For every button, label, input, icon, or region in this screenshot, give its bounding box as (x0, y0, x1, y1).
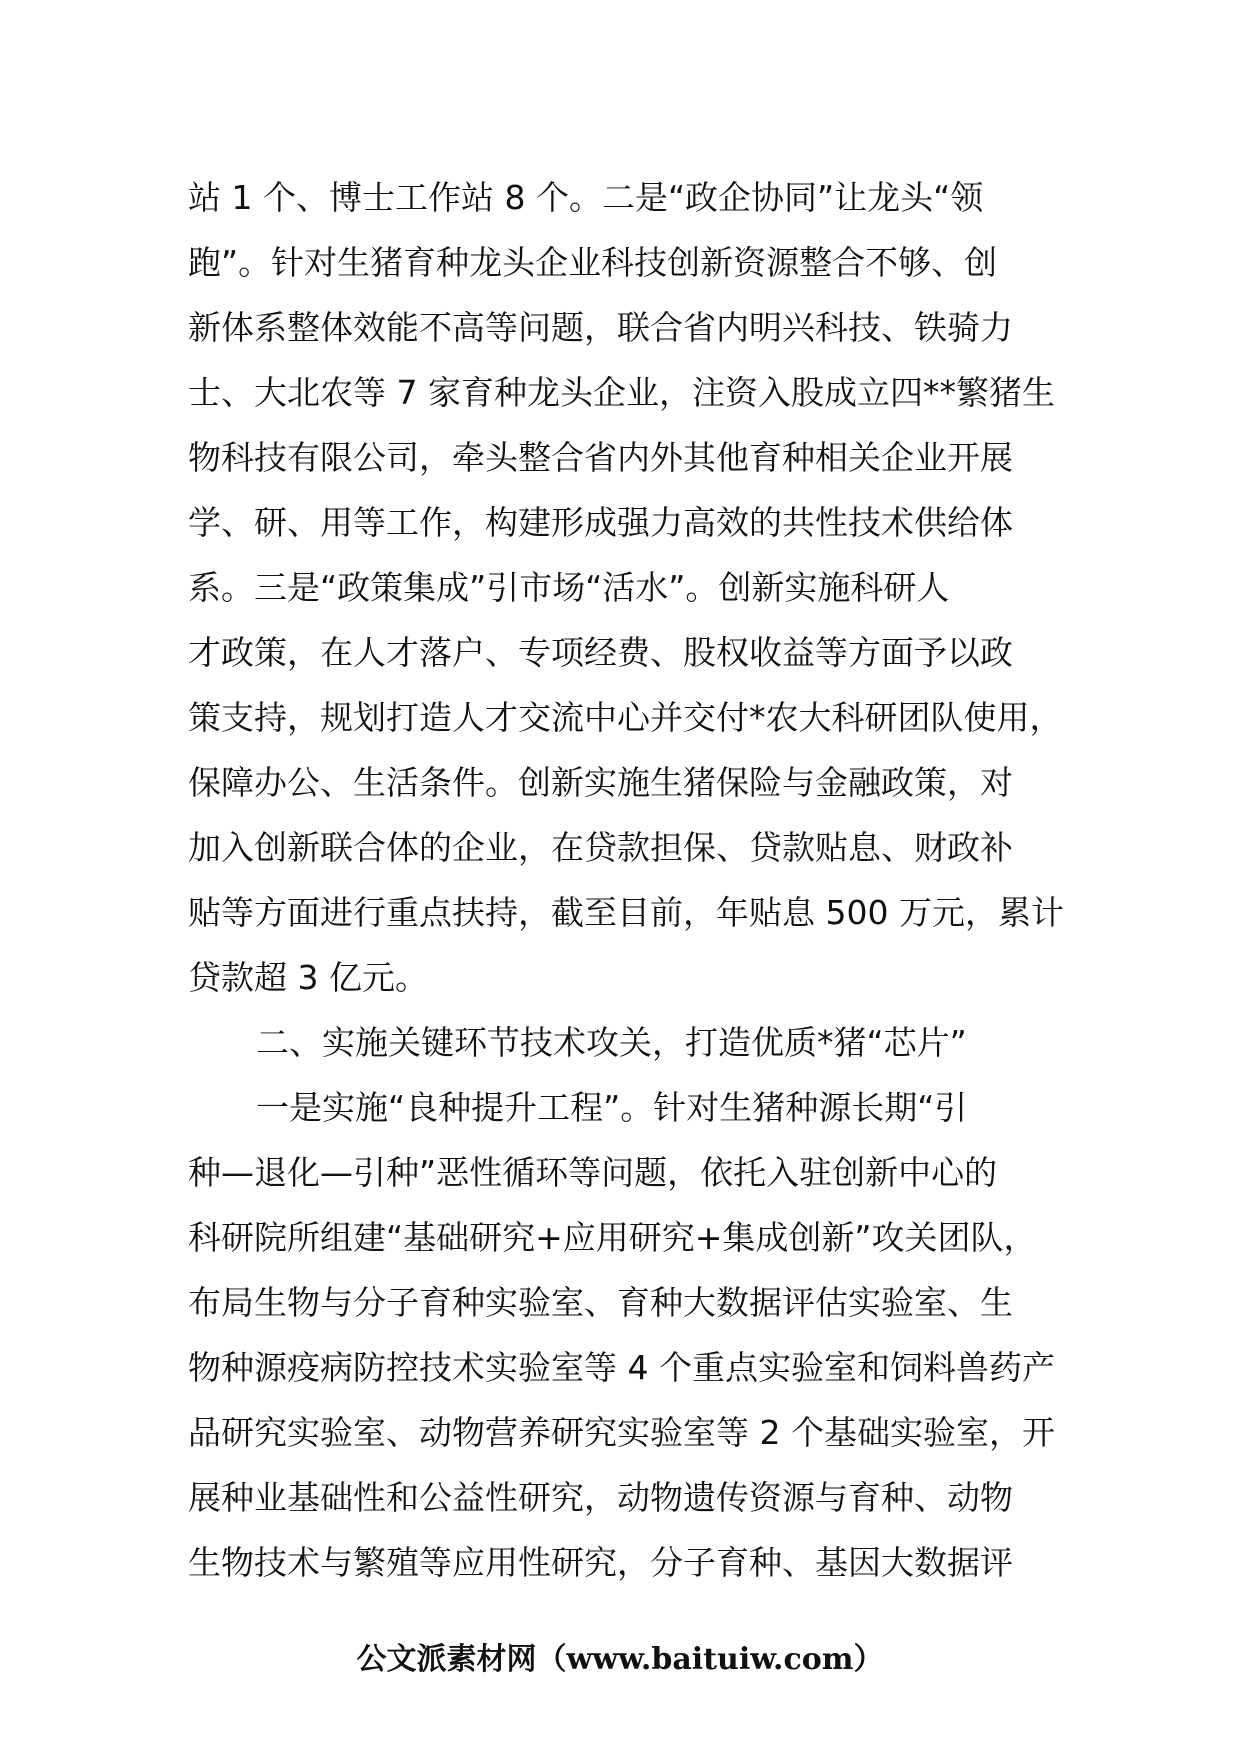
text-line: 学、研、用等工作，构建形成强力高效的共性技术供给体 (188, 503, 1013, 542)
text-line: 科研院所组建“基础研究+应用研究+集成创新”攻关团队， (188, 1218, 1037, 1257)
text-line: 布局生物与分子育种实验室、育种大数据评估实验室、生 (188, 1283, 1013, 1322)
text-line: 策支持，规划打造人才交流中心并交付*农大科研团队使用， (188, 698, 1063, 737)
text-line: 展种业基础性和公益性研究，动物遗传资源与育种、动物 (188, 1478, 1013, 1517)
text-line: 物种源疫病防控技术实验室等 4 个重点实验室和饲料兽药产 (188, 1348, 1055, 1387)
text-line: 士、大北农等 7 家育种龙头企业，注资入股成立四**繁猪生 (188, 373, 1055, 412)
text-line: 品研究实验室、动物营养研究实验室等 2 个基础实验室，开 (188, 1413, 1055, 1452)
text-line: 种—退化—引种”恶性循环等问题，依托入驻创新中心的 (188, 1153, 998, 1192)
text-line: 贴等方面进行重点扶持，截至目前，年贴息 500 万元，累计 (188, 893, 1064, 932)
text-line: 物科技有限公司，牵头整合省内外其他育种相关企业开展 (188, 438, 1013, 477)
text-line: 贷款超 3 亿元。 (188, 958, 428, 997)
text-line: 新体系整体效能不高等问题，联合省内明兴科技、铁骑力 (188, 308, 1013, 347)
text-line: 生物技术与繁殖等应用性研究，分子育种、基因大数据评 (188, 1543, 1013, 1582)
text-line: 系。三是“政策集成”引市场“活水”。创新实施科研人 (188, 568, 950, 607)
body-text (188, 165, 1088, 1595)
paragraph-start-line: 一是实施“良种提升工程”。针对生猪种源长期“引 (256, 1088, 968, 1127)
text-line: 站 1 个、博士工作站 8 个。二是“政企协同”让龙头“领 (188, 178, 984, 217)
text-line: 保障办公、生活条件。创新实施生猪保险与金融政策，对 (188, 763, 1013, 802)
footer-watermark: 公文派素材网（www.baituiw.com） (356, 1642, 884, 1677)
text-line: 加入创新联合体的企业，在贷款担保、贷款贴息、财政补 (188, 828, 1013, 867)
section-heading: 二、实施关键环节技术攻关，打造优质*猪“芯片” (256, 1023, 967, 1062)
text-line: 才政策，在人才落户、专项经费、股权收益等方面予以政 (188, 633, 1013, 672)
text-line: 跑”。针对生猪育种龙头企业科技创新资源整合不够、创 (188, 243, 998, 282)
